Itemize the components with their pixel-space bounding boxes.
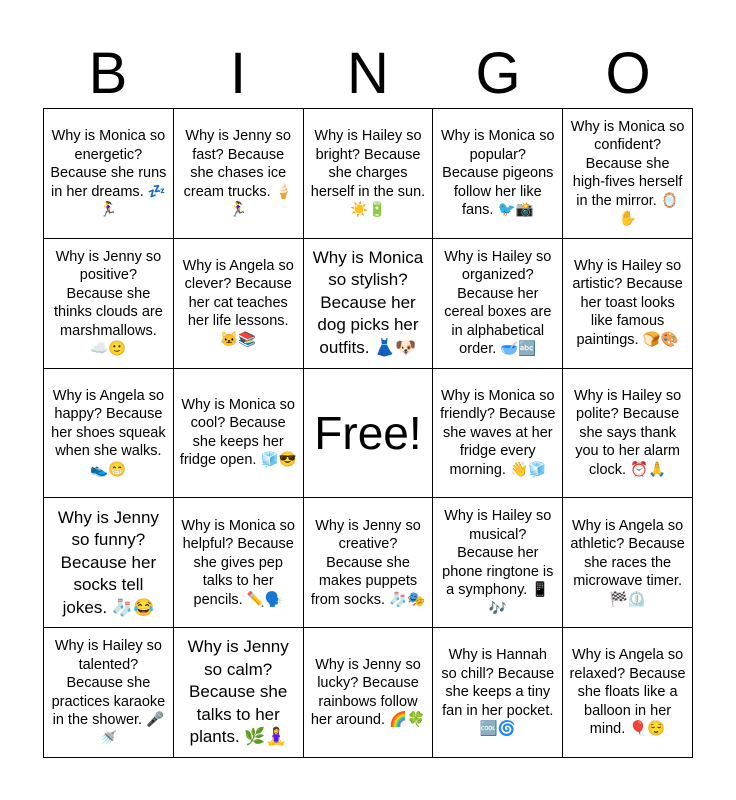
header-letter-o: O: [605, 41, 651, 106]
bingo-cell[interactable]: Why is Monica so helpful? Because she gives pep talks to her pencils. ✏️🗣️: [174, 498, 304, 628]
bingo-grid: [43, 108, 693, 758]
header-letter-n: N: [347, 41, 389, 106]
bingo-cell[interactable]: Why is Hannah so chill? Because she keeps a tiny fan in her pocket. 🆒🌀: [433, 628, 563, 758]
bingo-header: [43, 40, 693, 108]
free-space-cell[interactable]: Free!: [304, 369, 434, 499]
bingo-cell[interactable]: Why is Hailey so bright? Because she charges herself in the sun. ☀️🔋: [304, 109, 434, 239]
bingo-cell[interactable]: Why is Jenny so calm? Because she talks to her plants. 🌿🧘‍♀️: [174, 628, 304, 758]
header-letter-b: B: [88, 41, 128, 106]
bingo-cell[interactable]: Why is Hailey so polite? Because she says thank you to her alarm clock. ⏰🙏: [563, 369, 693, 499]
bingo-cell[interactable]: Why is Monica so stylish? Because her dog picks her outfits. 👗🐶: [304, 239, 434, 369]
bingo-cell[interactable]: Why is Angela so relaxed? Because she floats like a balloon in her mind. 🎈😌: [563, 628, 693, 758]
bingo-cell[interactable]: Why is Jenny so fast? Because she chases ice cream trucks. 🍦🏃‍♀️: [174, 109, 304, 239]
bingo-cell[interactable]: Why is Hailey so artistic? Because her toast looks like famous paintings. 🍞🎨: [563, 239, 693, 369]
bingo-cell[interactable]: Why is Monica so confident? Because she high-fives herself in the mirror. 🪞✋: [563, 109, 693, 239]
bingo-cell[interactable]: Why is Hailey so organized? Because her cereal boxes are in alphabetical order. 🥣🔤: [433, 239, 563, 369]
bingo-cell[interactable]: Why is Jenny so positive? Because she thinks clouds are marshmallows. ☁️🙂: [44, 239, 174, 369]
bingo-cell[interactable]: Why is Jenny so lucky? Because rainbows follow her around. 🌈🍀: [304, 628, 434, 758]
bingo-cell[interactable]: Why is Monica so friendly? Because she waves at her fridge every morning. 👋🧊: [433, 369, 563, 499]
bingo-cell[interactable]: Why is Hailey so musical? Because her phone ringtone is a symphony. 📱🎶: [433, 498, 563, 628]
bingo-cell[interactable]: Why is Angela so happy? Because her shoes squeak when she walks. 👟😁: [44, 369, 174, 499]
bingo-cell[interactable]: Why is Jenny so creative? Because she makes puppets from socks. 🧦🎭: [304, 498, 434, 628]
bingo-cell[interactable]: Why is Angela so athletic? Because she races the microwave timer. 🏁⏲️: [563, 498, 693, 628]
bingo-cell[interactable]: Why is Monica so energetic? Because she runs in her dreams. 💤🏃‍♀️: [44, 109, 174, 239]
bingo-cell[interactable]: Why is Hailey so talented? Because she practices karaoke in the shower. 🎤🚿: [44, 628, 174, 758]
bingo-cell[interactable]: Why is Angela so clever? Because her cat teaches her life lessons. 🐱📚: [174, 239, 304, 369]
bingo-cell[interactable]: Why is Jenny so funny? Because her socks tell jokes. 🧦😂: [44, 498, 174, 628]
bingo-cell[interactable]: Why is Monica so popular? Because pigeons follow her like fans. 🐦📸: [433, 109, 563, 239]
bingo-cell[interactable]: Why is Monica so cool? Because she keeps her fridge open. 🧊😎: [174, 369, 304, 499]
header-letter-g: G: [475, 41, 521, 106]
header-letter-i: I: [229, 41, 247, 106]
